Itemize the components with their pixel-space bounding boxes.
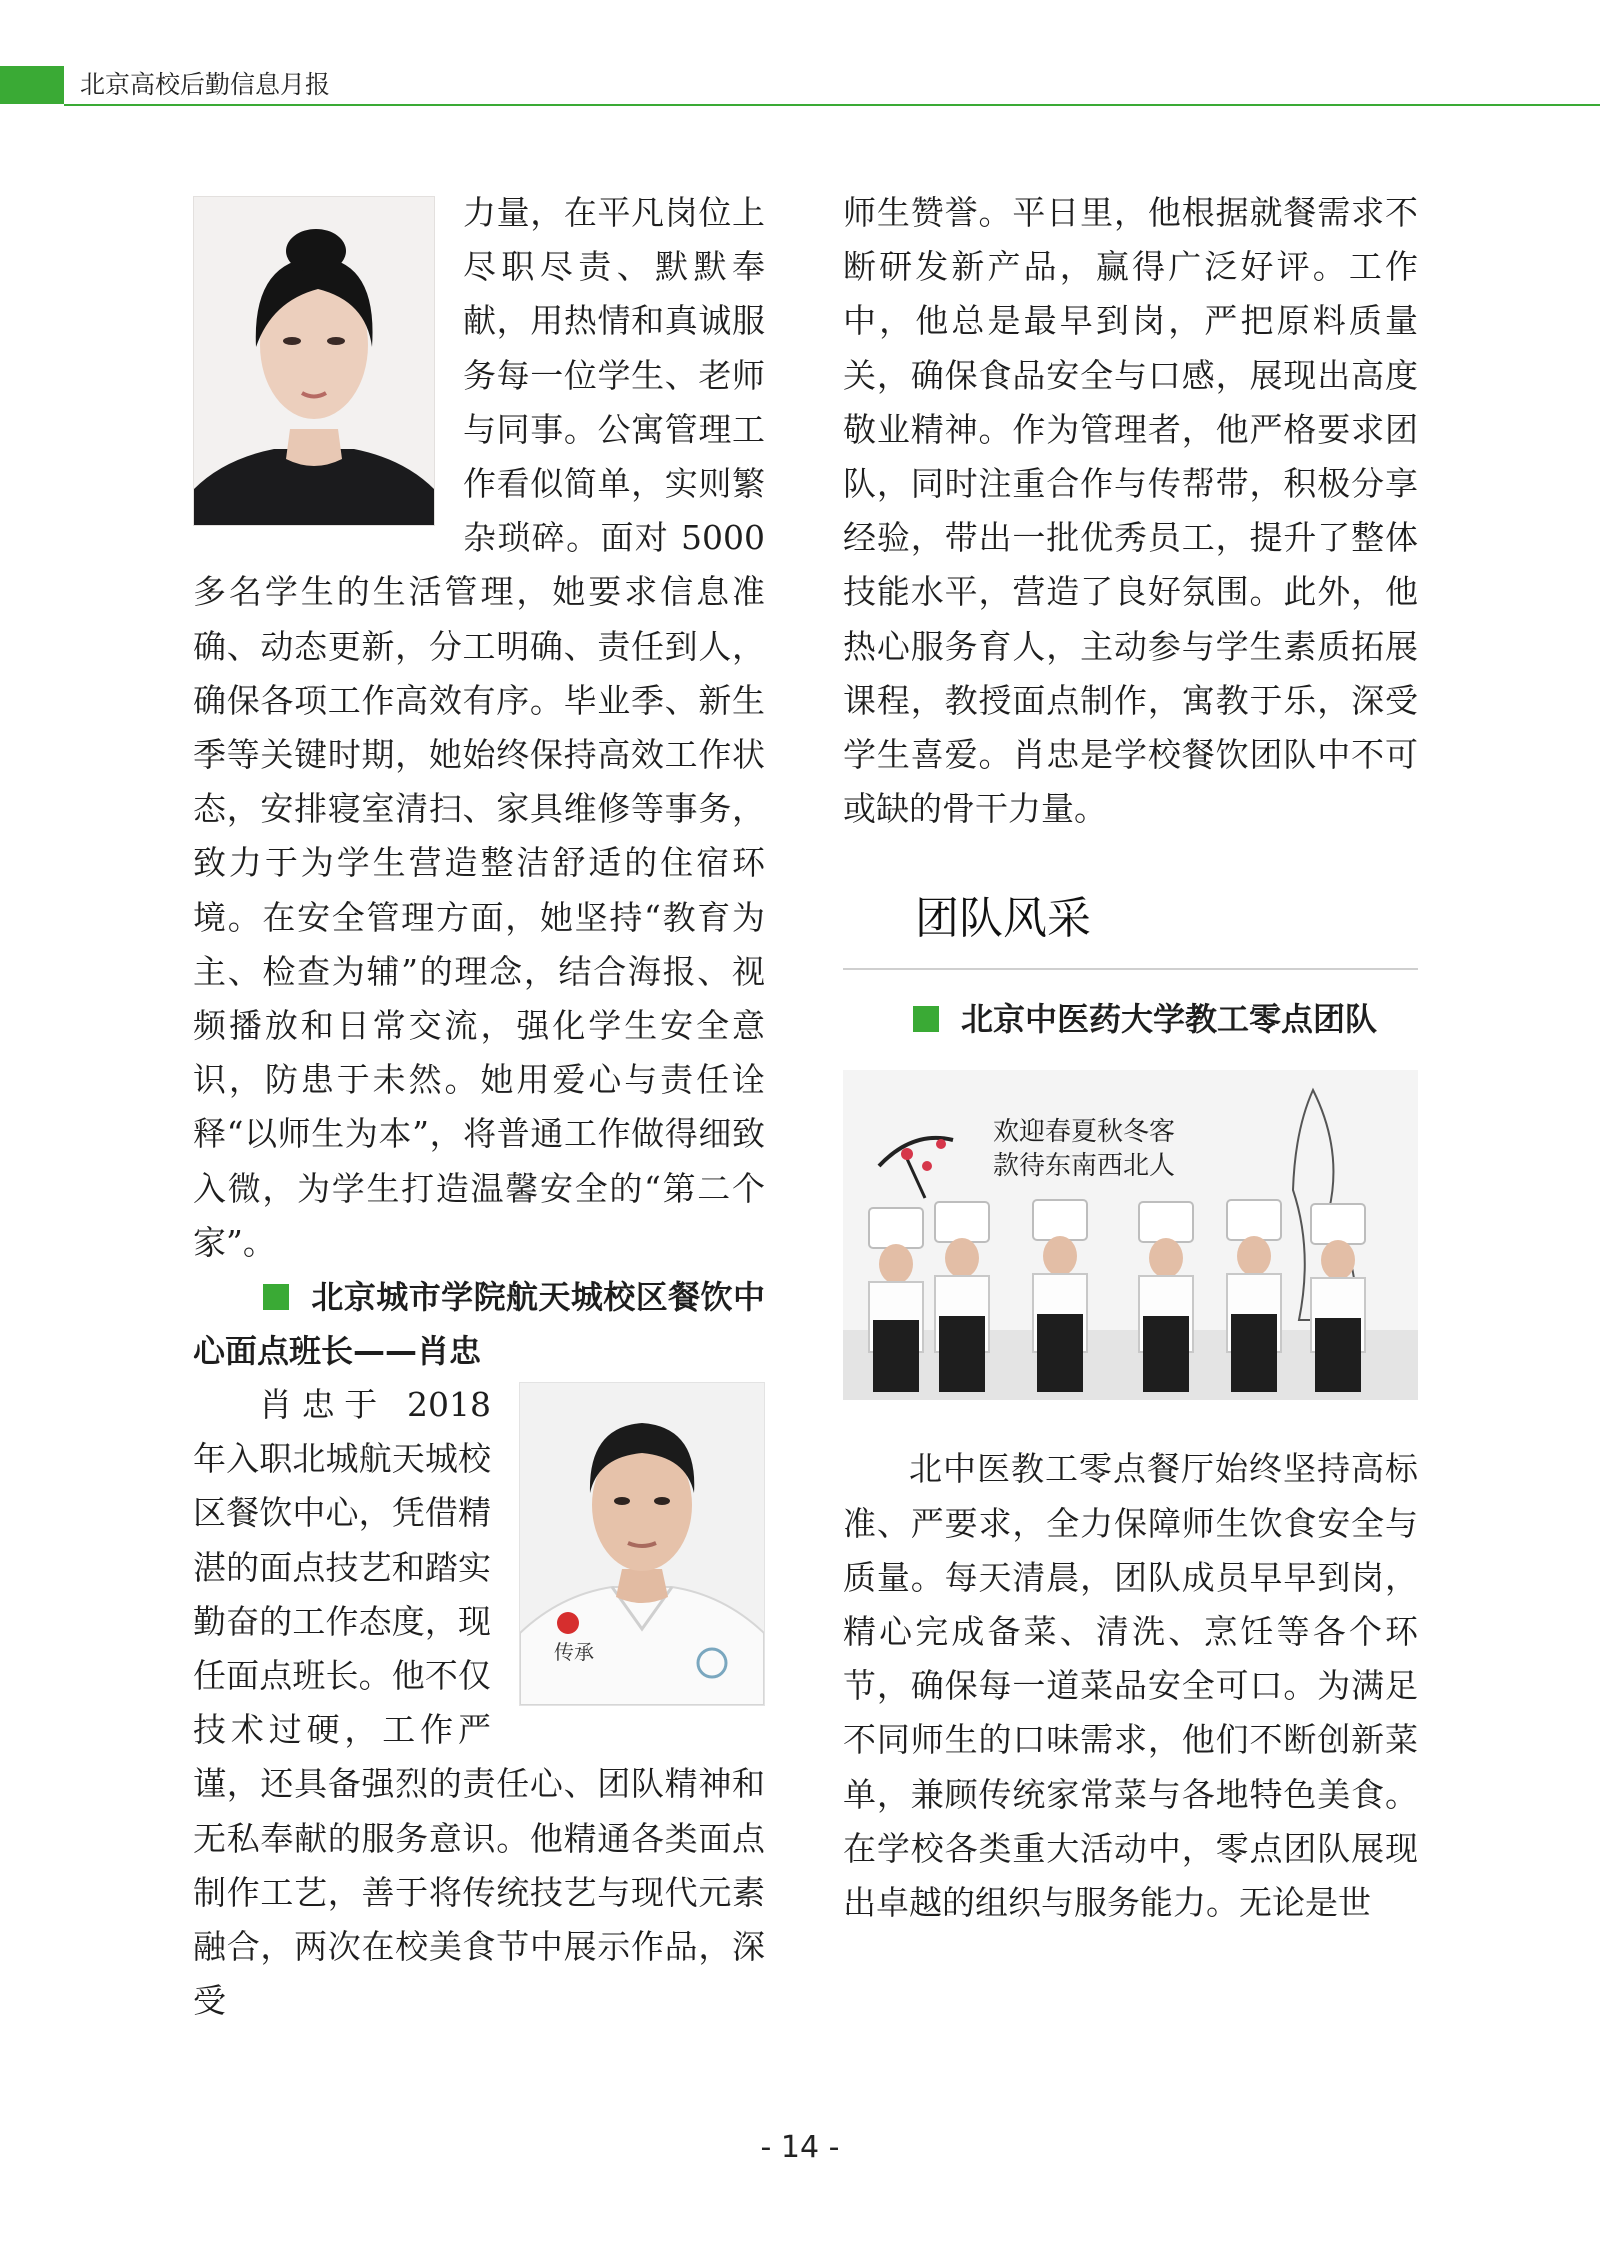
subhead-team-text: 北京中医药大学教工零点团队 — [961, 1000, 1378, 1039]
left-paragraph-1: 力量，在平凡岗位上尽职尽责、默默奉献，用热情和真诚服务每一位学生、老师与同事。公寓管理工作看似简单，实则繁杂琐碎。面对 5000 多名学生的生活管理，她要求信息准确、动态更新，分工明确、责任到人，确保各项工作高效有序。毕业季、新生季等关键时期，她始终保持高效工作状态，安排寝室清扫、家具维修等事务，致力于为学生营造整洁舒适的住宿环境。在安全管理方面，她坚持“教育为主、检查为辅”的理念，结合海报、视频播放和日常交流，强化学生安全意识，防患于未然。她用爱心与责任诠释“以师生为本”，将普通工作做得细致入微，为学生打造温馨安全的“第二个家”。 — [193, 193, 765, 1262]
header-divider — [64, 104, 1600, 106]
team-photo-illustration — [843, 1070, 1418, 1400]
wall-calligraphy-line-2: 款待东南西北人 — [993, 1151, 1176, 1182]
section-title: 团队风采 — [915, 893, 1091, 945]
green-square-bullet-icon — [913, 1006, 939, 1032]
wall-calligraphy-line-1: 欢迎春夏秋冬客 — [993, 1117, 1176, 1148]
portrait-photo-chef — [519, 1382, 765, 1706]
left-paragraph-2: 肖忠于 2018 年入职北城航天城校区餐饮中心，凭借精湛的面点技艺和踏实勤奋的工作态度，现任面点班长。他不仅技术过硬，工作严谨，还具备强烈的责任心、团队精神和无私奉献的服务意识。他精通各类面点制作工艺，善于将传统技艺与现代元素融合，两次在校美食节中展示作品，深受 — [193, 1385, 765, 2021]
header-accent-bar — [0, 66, 64, 104]
apron-embroidery-text: 传承 — [554, 1640, 594, 1665]
header-title: 北京高校后勤信息月报 — [80, 70, 331, 99]
right-paragraph-2: 北中医教工零点餐厅始终坚持高标准、严要求，全力保障师生饮食安全与质量。每天清晨，团队成员早早到岗，精心完成备菜、清洗、烹饪等各个环节，确保每一道菜品安全可口。为满足不同师生的口味需求，他们不断创新菜单，兼顾传统家常菜与各地特色美食。在学校各类重大活动中，零点团队展现出卓越的组织与服务能力。无论是世 — [843, 1449, 1418, 1923]
subhead-team — [843, 992, 1418, 1046]
page-number: - 14 - — [760, 2130, 840, 2165]
portrait-photo-woman — [193, 196, 435, 526]
portrait-woman-illustration — [194, 197, 434, 525]
section-divider — [843, 968, 1418, 970]
right-paragraph-1: 师生赞誉。平日里，他根据就餐需求不断研发新产品，赢得广泛好评。工作中，他总是最早到岗，严把原料质量关，确保食品安全与口感，展现出高度敬业精神。作为管理者，他严格要求团队，同时注重合作与传帮带，积极分享经验，带出一批优秀员工，提升了整体技能水平，营造了良好氛围。此外，他热心服务育人，主动参与学生素质拓展课程，教授面点制作，寓教于乐，深受学生喜爱。肖忠是学校餐饮团队中不可或缺的骨干力量。 — [843, 193, 1418, 829]
green-square-bullet-icon — [263, 1284, 289, 1310]
subhead-xiao-zhong — [193, 1270, 765, 1378]
left-column — [193, 186, 765, 2029]
team-photo — [843, 1070, 1418, 1400]
portrait-chef-illustration — [520, 1383, 764, 1705]
subhead-xiao-zhong-text: 北京城市学院航天城校区餐饮中心面点班长——肖忠 — [193, 1278, 765, 1371]
right-column — [843, 186, 1418, 1930]
